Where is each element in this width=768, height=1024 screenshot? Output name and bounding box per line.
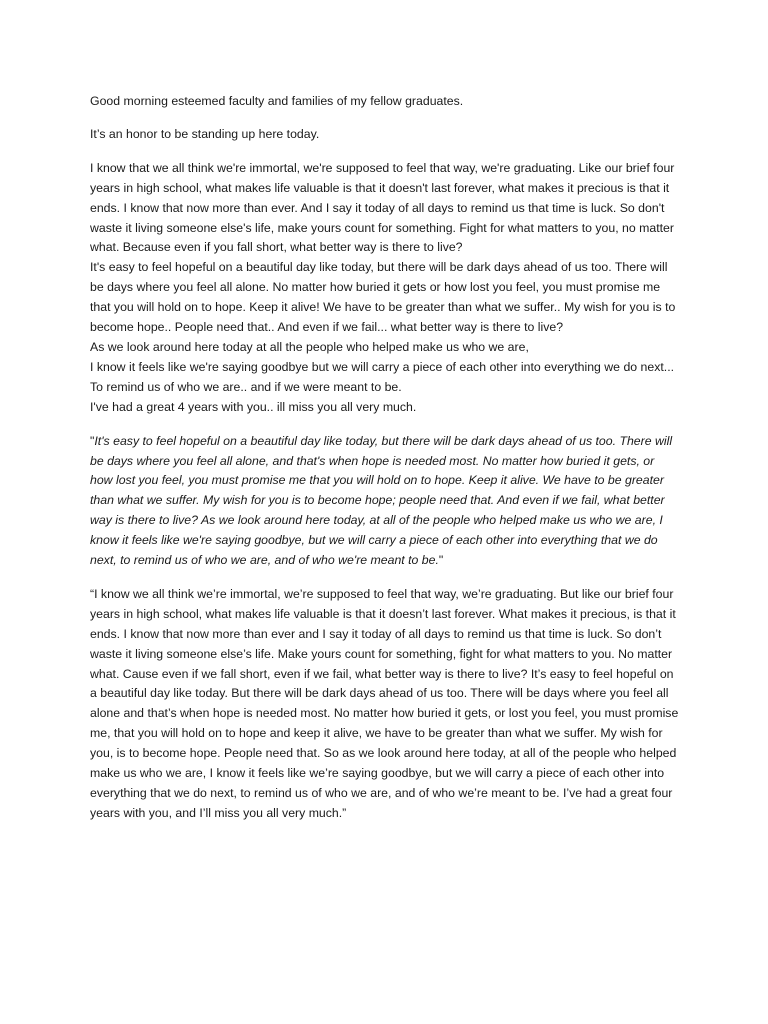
document-page <box>90 92 680 824</box>
quote-two-paragraph: “I know we all think we’re immortal, we’re supposed to feel that way, we’re graduating. But like our brief four years in high school, what makes life valuable is that it doesn’t last forever. What makes it precious, is that it ends. I know that now more than ever and I say it today of all days to remind us that time is luck. So don’t waste it living someone else’s life. Make yours count for something, fight for what matters to you. No matter what. Cause even if we fall short, even if we fail, what better way is there to live? It’s easy to feel hopeful on a beautiful day like today. But there will be dark days ahead of us too. There will be days where you feel all alone and that’s when hope is needed most. No matter how buried it gets, or lost you feel, you must promise me, that you will hold on to hope and keep it alive, we have to be greater than what we suffer. My wish for you, is to become hope. People need that. So as we look around here today, at all of the people who helped make us who we are, I know it feels like we’re saying goodbye, but we will carry a piece of each other into everything that we do next, to remind us of who we are, and of who we’re meant to be. I’ve had a great four years with you, and I’ll miss you all very much.” <box>90 586 679 820</box>
quote-one-body: It's easy to feel hopeful on a beautiful day like today, but there will be dark days ahead of us too. There will be days where you feel all alone, and that's when hope is needed most. No matter how buried it gets, or how lost you feel, you must promise me that you will hold on to hope. Keep it alive. We have to be greater than what we suffer. My wish for you is to become hope; people need that. And even if we fail, what better way is there to live? As we look around here today, at all of the people who helped make us who we are, I know it feels like we're saying goodbye, but we will carry a piece of each other into everything that we do next, to remind us of who we are, and of who we're meant to be. <box>90 433 673 568</box>
speech-paragraph-great-years: I've had a great 4 years with you.. ill miss you all very much. <box>90 399 417 414</box>
speech-paragraph-immortal: I know that we all think we're immortal, we're supposed to feel that way, we're graduating. Like our brief four years in high school, what makes life valuable is that it doesn't last forever, what makes it precious is that it ends. I know that now more than ever. And I say it today of all days to remind us that time is luck. So don't waste it living someone else's life, make yours count for something. Fight for what matters to you, no matter what. Because even if you fall short, what better way is there to live? <box>90 160 675 255</box>
speech-paragraph-goodbye: I know it feels like we're saying goodbye but we will carry a piece of each other into everything we do next... To remind us of who we are.. and if we were meant to be. <box>90 359 675 394</box>
greeting-paragraph: Good morning esteemed faculty and families of my fellow graduates. <box>90 94 464 108</box>
quote-one-close-mark: " <box>438 553 444 568</box>
honor-paragraph: It’s an honor to be standing up here today. <box>90 126 320 141</box>
speech-block <box>90 159 680 418</box>
speech-paragraph-hopeful: It's easy to feel hopeful on a beautiful day like today, but there will be dark days ahead of us too. There will be days where you feel all alone. No matter how buried it gets or how lost you feel, you must promise me that you will hold on to hope. Keep it alive! We have to be greater than what we suffer.. My wish for you is to become hope.. People need that.. And even if we fail... what better way is there to live? <box>90 260 676 335</box>
speech-paragraph-look-around: As we look around here today at all the people who helped make us who we are, <box>90 339 529 354</box>
quote-one-open-mark: " <box>90 433 95 448</box>
quote-one-paragraph <box>90 432 680 571</box>
